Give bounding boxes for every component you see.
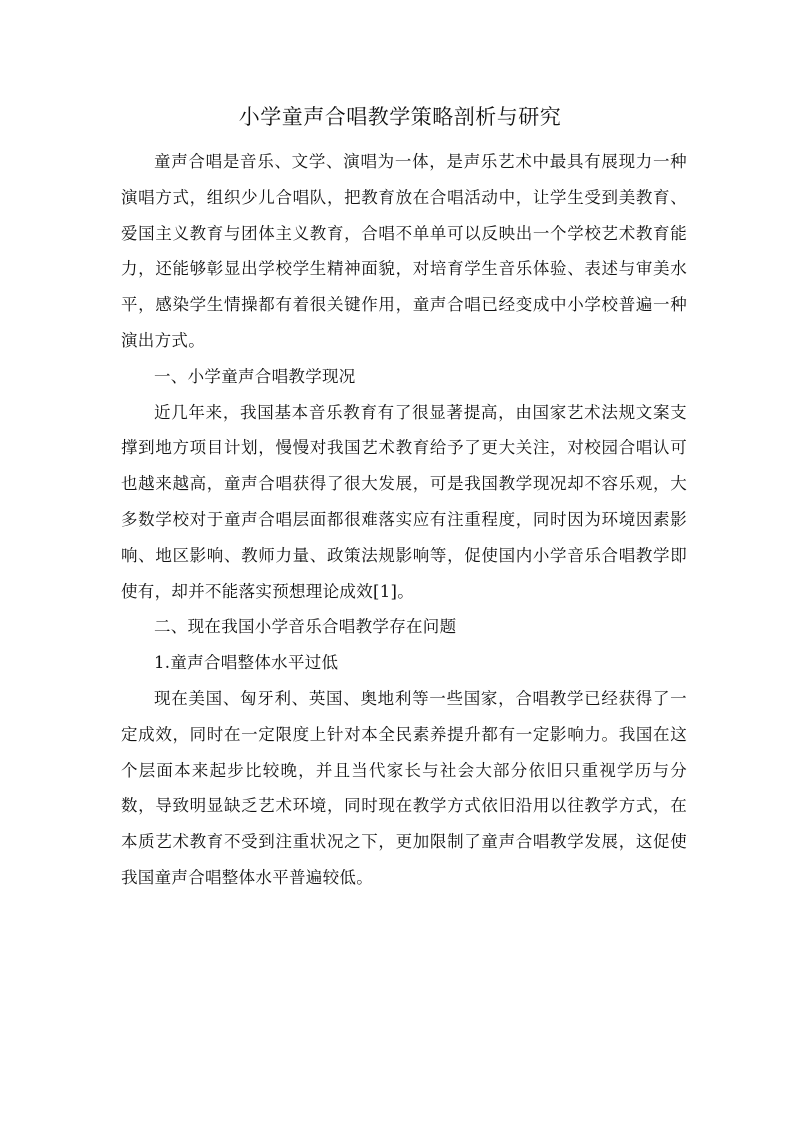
document-body: [121, 144, 687, 896]
section-2-heading: 二、现在我国小学音乐合唱教学存在问题: [154, 617, 457, 637]
section-1-paragraph: 近几年来，我国基本音乐教育有了很显著提高，由国家艺术法规文案支撑到地方项目计划，慢慢对我国艺术教育给予了更大关注，对校园合唱认可也越来越高，童声合唱获得了很大发展，可是我国教学现况却不容乐观，大多数学校对于童声合唱层面都很难落实应有注重程度，同时因为环境因素影响、地区影响、教师力量、政策法规影响等，促使国内小学音乐合唱教学即使有，却并不能落实预想理论成效[1]。: [121, 402, 687, 601]
section-2-subheading: 1.童声合唱整体水平过低: [154, 653, 339, 673]
document-title: 小学童声合唱教学策略剖析与研究: [238, 105, 562, 129]
section-2-paragraph: 现在美国、匈牙利、英国、奥地利等一些国家，合唱教学已经获得了一定成效，同时在一定限度上针对本全民素养提升都有一定影响力。我国在这个层面本来起步比较晚，并且当代家长与社会大部分依旧只重视学历与分数，导致明显缺乏艺术环境，同时现在教学方式依旧沿用以往教学方式，在本质艺术教育不受到注重状况之下，更加限制了童声合唱教学发展，这促使我国童声合唱整体水平普遍较低。: [121, 688, 687, 887]
intro-paragraph: 童声合唱是音乐、文学、演唱为一体，是声乐艺术中最具有展现力一种演唱方式，组织少儿合唱队，把教育放在合唱活动中，让学生受到美教育、爱国主义教育与团体主义教育，合唱不单单可以反映出一个学校艺术教育能力，还能够彰显出学校学生精神面貌，对培育学生音乐体验、表述与审美水平，感染学生情操都有着很关键作用，童声合唱已经变成中小学校普遍一种演出方式。: [121, 152, 687, 350]
section-1-heading: 一、小学童声合唱教学现况: [154, 366, 356, 386]
